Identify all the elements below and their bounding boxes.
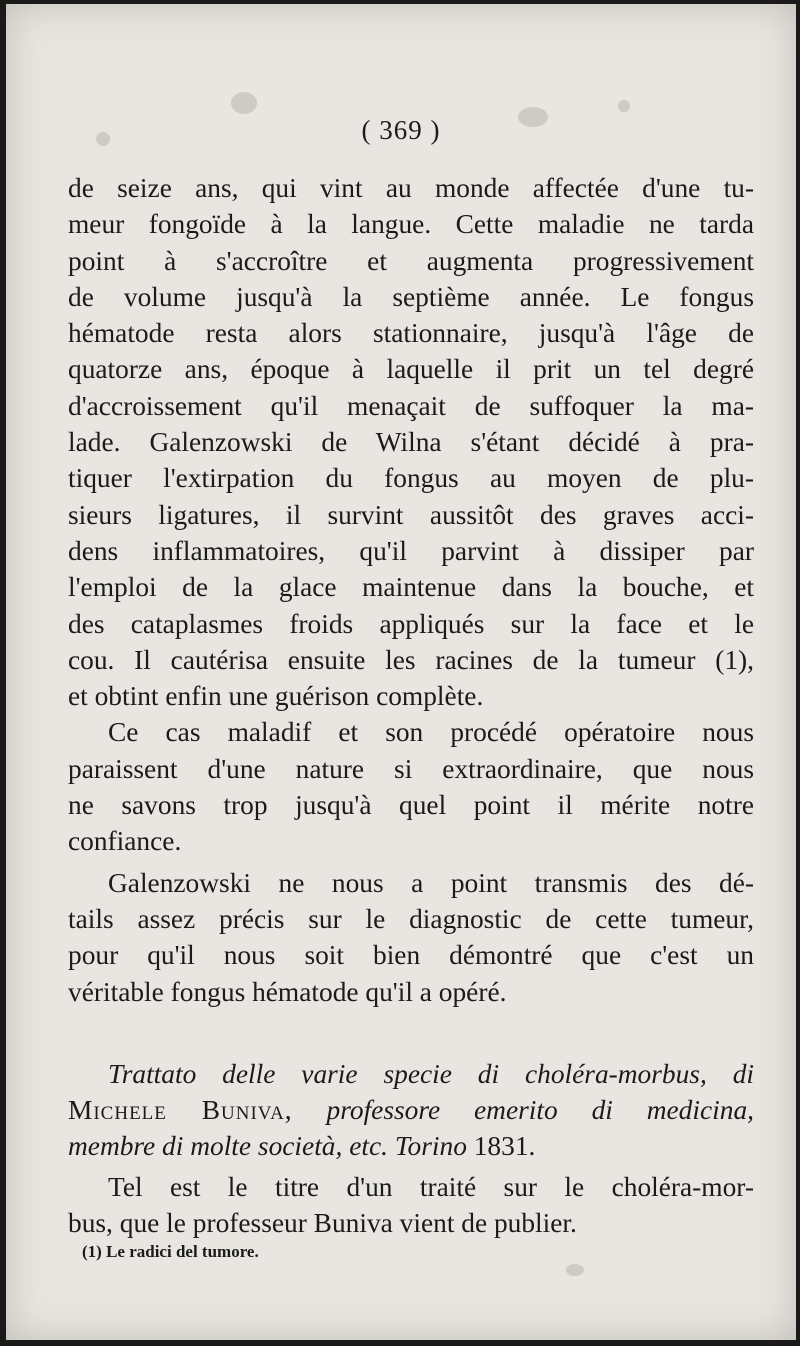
text-line: tiquer l'extirpation du fongus au moyen de plu- xyxy=(68,463,754,494)
citation-title: Trattato delle varie specie di choléra-morbus, di xyxy=(108,1058,754,1089)
text-line: sieurs ligatures, il survint aussitôt des graves acci- xyxy=(68,499,754,530)
text-line: dens inflammatoires, qu'il parvint à dissiper par xyxy=(68,535,754,566)
citation-author-rest: professore emerito di medicina, xyxy=(292,1095,754,1126)
citation-year: 1831. xyxy=(466,1131,536,1162)
citation-publisher: membre di molte società, etc. Torino xyxy=(68,1131,467,1162)
text-line: hématode resta alors stationnaire, jusqu'à l'âge de xyxy=(68,318,754,349)
text-line: point à s'accroître et augmenta progressivement xyxy=(68,245,754,276)
body-text xyxy=(68,170,754,1241)
text-line: Ce cas maladif et son procédé opératoire nous xyxy=(108,717,754,748)
text-line: bus, que le professeur Buniva vient de publier. xyxy=(68,1208,577,1239)
text-line: confiance. xyxy=(68,826,182,857)
text-line: des cataplasmes froids appliqués sur la face et le xyxy=(68,608,754,639)
citation-author-line xyxy=(68,1092,754,1128)
book-page xyxy=(6,4,796,1340)
text-line: Tel est le titre d'un traité sur le choléra-mor- xyxy=(108,1171,754,1202)
text-line: paraissent d'une nature si extraordinaire, que nous xyxy=(68,753,754,784)
text-line: pour qu'il nous soit bien démontré que c'est un xyxy=(68,940,754,971)
text-line: Galenzowski ne nous a point transmis des dé- xyxy=(108,867,754,898)
footnote: (1) Le radici del tumore. xyxy=(82,1242,259,1261)
text-line: lade. Galenzowski de Wilna s'étant décidé à pra- xyxy=(68,427,754,458)
text-line: de seize ans, qui vint au monde affectée d'une tu- xyxy=(68,173,754,203)
text-line: tails assez précis sur le diagnostic de cette tumeur, xyxy=(68,903,754,934)
text-line: meur fongoïde à la langue. Cette maladie ne tarda xyxy=(68,209,754,240)
paper-speck xyxy=(566,1264,584,1276)
text-line: et obtint enfin une guérison complète. xyxy=(68,681,484,712)
citation-line xyxy=(68,1128,754,1164)
text-line: ne savons trop jusqu'à quel point il mérite notre xyxy=(68,790,754,821)
paper-speck xyxy=(231,92,257,114)
citation-author: Michele Buniva, xyxy=(68,1095,293,1126)
text-line: l'emploi de la glace maintenue dans la bouche, et xyxy=(68,572,754,603)
paper-speck xyxy=(618,100,630,112)
text-line: quatorze ans, époque à laquelle il prit un tel degré xyxy=(68,354,754,385)
text-line: véritable fongus hématode qu'il a opéré. xyxy=(68,976,507,1007)
text-line: d'accroissement qu'il menaçait de suffoquer la ma- xyxy=(68,390,754,421)
text-line: cou. Il cautérisa ensuite les racines de la tumeur (1), xyxy=(68,644,754,675)
text-line: de volume jusqu'à la septième année. Le fongus xyxy=(68,281,754,312)
page-number-header: ( 369 ) xyxy=(361,115,441,145)
